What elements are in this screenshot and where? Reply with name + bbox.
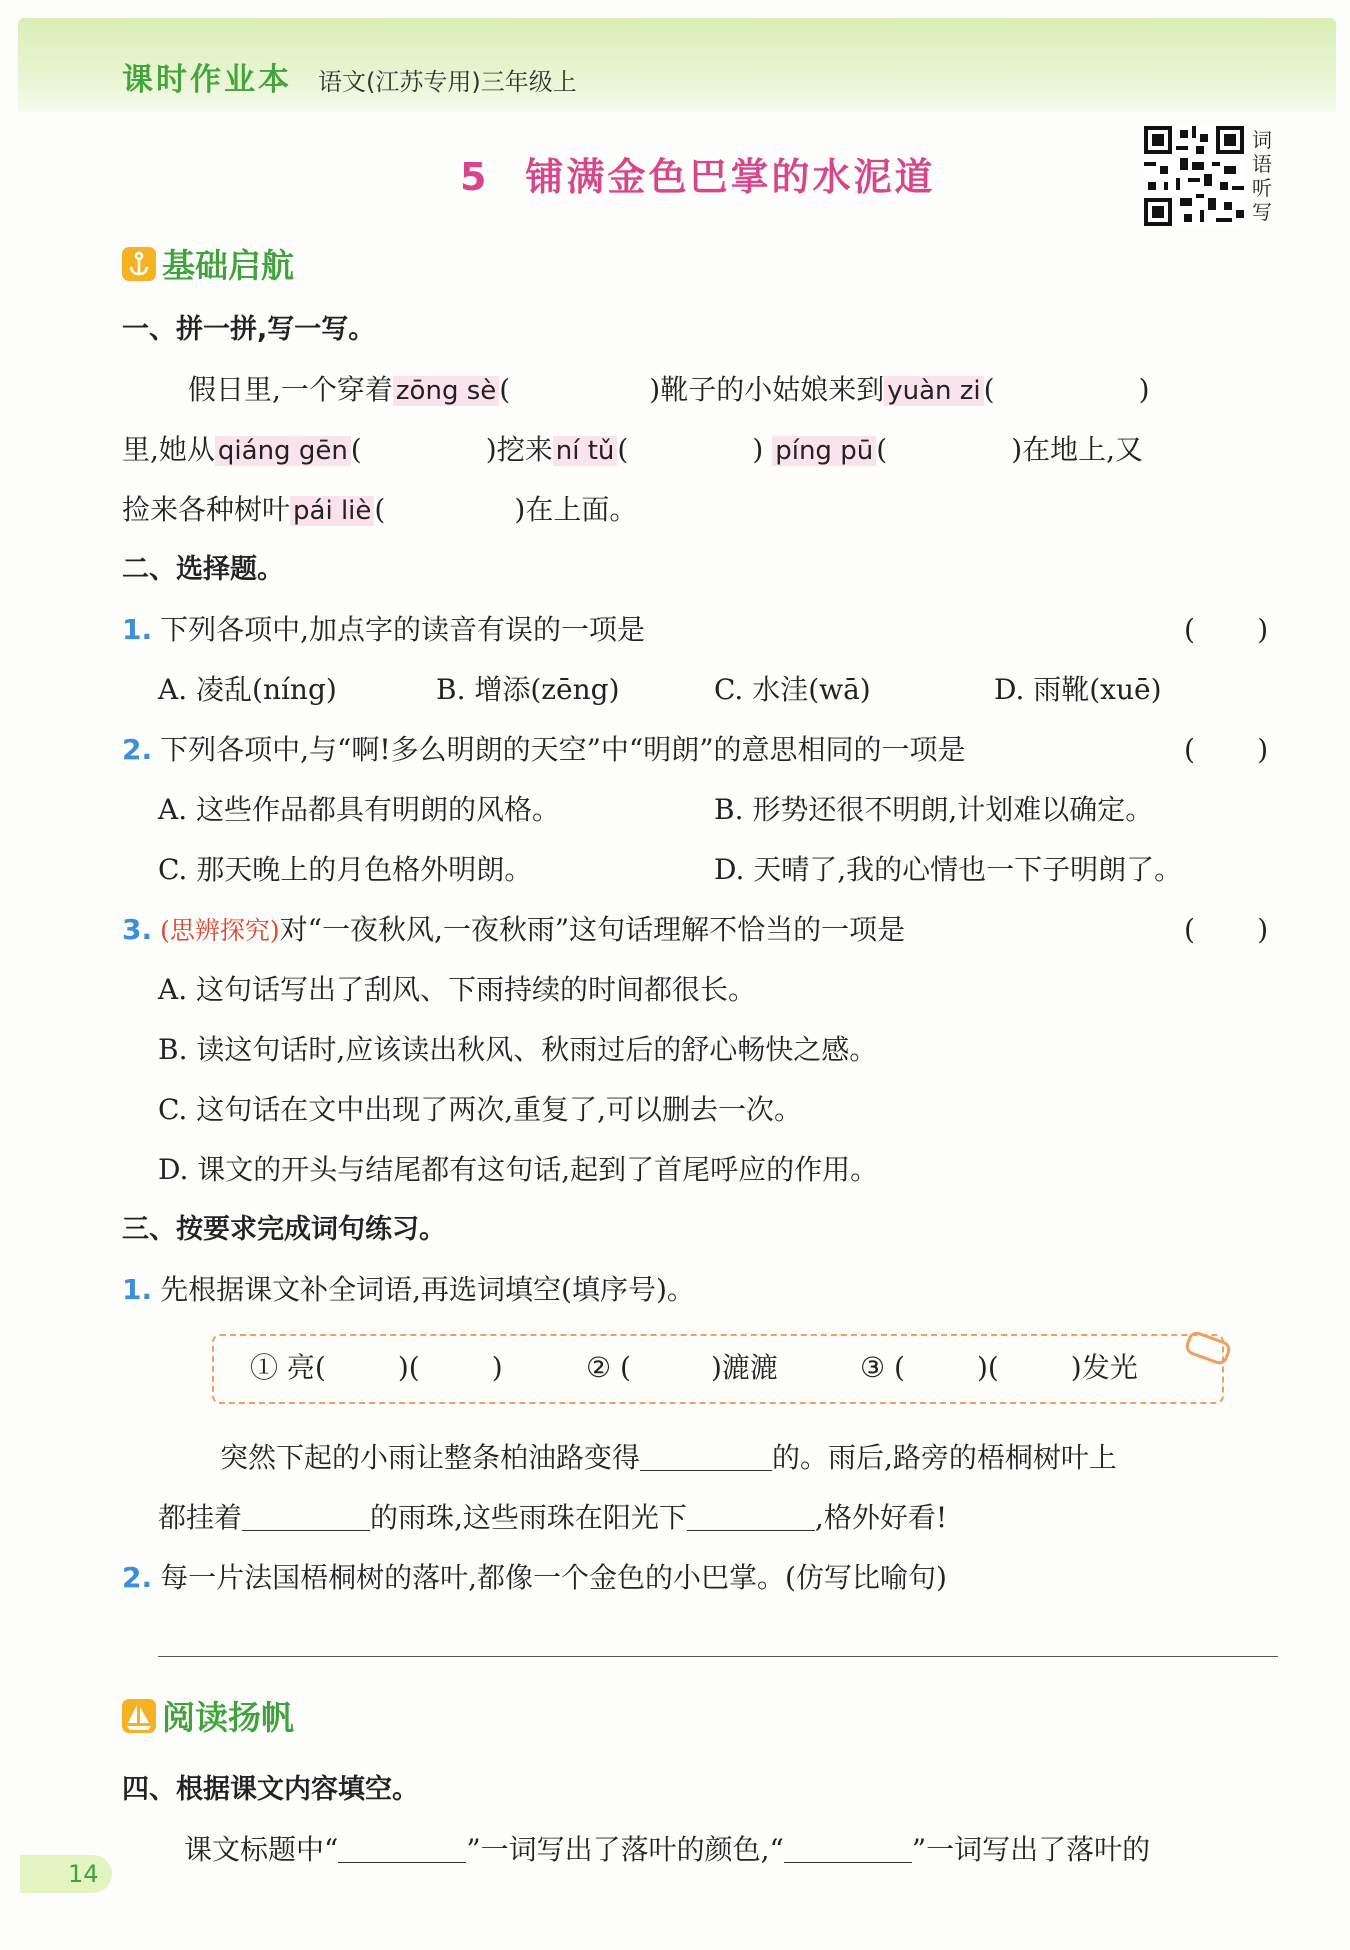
answer-slot-5[interactable]: (	[876, 433, 888, 466]
part4-heading: 四、根据课文内容填空。	[122, 1774, 419, 1805]
q2-option-d[interactable]: D. 天晴了,我的心情也一下子明朗了。	[714, 853, 1183, 886]
part2-heading: 二、选择题。	[122, 554, 284, 585]
text: 捡来各种树叶	[122, 493, 291, 526]
q1-option-a[interactable]: A. 凌乱(níng)	[158, 673, 337, 706]
text: 里,她从	[122, 433, 215, 466]
text: )(	[397, 1351, 420, 1384]
text: ② (	[586, 1351, 631, 1384]
text: 的雨珠,这些雨珠在阳光下	[370, 1501, 687, 1534]
question-number: 2.	[122, 733, 153, 766]
qr-label: 词语听写	[1252, 128, 1272, 224]
section-basics-heading	[122, 240, 294, 287]
p3-q2-stem	[122, 1560, 947, 1596]
subject-label: 语文(江苏专用)三年级上	[318, 68, 577, 96]
question-text: 对“一夜秋风,一夜秋雨”这句话理解不恰当的一项是	[279, 913, 906, 946]
q1-option-d[interactable]: D. 雨靴(xuē)	[994, 673, 1162, 706]
pinyin-5: píng pū	[772, 436, 876, 466]
question-number: 1.	[122, 1273, 153, 1306]
question-text: 先根据课文补全词语,再选词填空(填序号)。	[160, 1273, 695, 1306]
fill-sentence-2	[158, 1500, 947, 1536]
text: 挖来	[496, 433, 553, 466]
question-text: 下列各项中,加点字的读音有误的一项是	[160, 613, 646, 646]
q2-option-c[interactable]: C. 那天晚上的月色格外明朗。	[158, 853, 533, 886]
section-reading-heading	[122, 1692, 294, 1739]
part1-line2: 里,她从 qiáng gēn ( )挖来 ní tǔ ( ) píng pū ( )在地上,又	[122, 433, 1144, 466]
text: 靴子的小姑娘来到	[660, 373, 885, 406]
q1-option-b[interactable]: B. 增添(zēng)	[436, 673, 620, 706]
page-number: 14	[20, 1855, 112, 1893]
text: 在上面。	[525, 493, 638, 526]
qr-code-icon[interactable]	[1144, 126, 1244, 226]
pinyin-3: qiáng gēn	[215, 436, 351, 466]
section-basics-title: 基础启航	[162, 246, 294, 285]
question-number: 1.	[122, 613, 153, 646]
q3-option-b[interactable]: B. 读这句话时,应该读出秋风、秋雨过后的舒心畅快之感。	[158, 1033, 878, 1066]
text: 突然下起的小雨让整条柏油路变得	[220, 1441, 641, 1474]
q2-option-a[interactable]: A. 这些作品都具有明朗的风格。	[158, 793, 561, 826]
fill-sentence-1	[220, 1440, 1117, 1476]
lesson-title	[460, 146, 935, 201]
answer-slot-3[interactable]: (	[350, 433, 362, 466]
q1-answer-paren[interactable]: ( )	[1184, 613, 1269, 646]
blank-2[interactable]	[242, 1500, 370, 1531]
text: ① 亮(	[250, 1351, 326, 1384]
text: 的。雨后,路旁的梧桐树叶上	[772, 1441, 1117, 1474]
pinyin-2: yuàn zi	[884, 376, 983, 406]
text: ”一词写出了落叶的颜色,“	[466, 1833, 784, 1866]
part1-line3: 捡来各种树叶 pái liè ( )在上面。	[122, 493, 638, 526]
anchor-icon	[122, 247, 156, 281]
blank-3[interactable]	[687, 1500, 815, 1531]
q3-stem	[122, 912, 905, 949]
q3-option-a[interactable]: A. 这句话写出了刮风、下雨持续的时间都很长。	[158, 973, 757, 1006]
q1-option-c[interactable]: C. 水洼(wā)	[714, 673, 871, 706]
pinyin-1: zōng sè	[393, 376, 499, 406]
word-1[interactable]	[250, 1350, 503, 1386]
answer-slot-6[interactable]: (	[374, 493, 386, 526]
q3-option-d[interactable]: D. 课文的开头与结尾都有这句话,起到了首尾呼应的作用。	[158, 1153, 879, 1186]
blank-1[interactable]	[640, 1440, 772, 1471]
critical-thinking-tag: (思辨探究)	[160, 916, 280, 945]
word-3[interactable]	[860, 1350, 1138, 1386]
answer-slot-1[interactable]: (	[499, 373, 511, 406]
pinyin-6: pái liè	[290, 496, 374, 526]
word-2[interactable]	[586, 1350, 778, 1386]
question-number: 3.	[122, 913, 153, 946]
text: 假日里,一个穿着	[188, 373, 393, 406]
part1-line1: 假日里,一个穿着 zōng sè ( )靴子的小姑娘来到 yuàn zi ( )	[188, 373, 1150, 406]
pinyin-4: ní tǔ	[553, 436, 618, 466]
text: ③ (	[860, 1351, 905, 1384]
question-text: 每一片法国梧桐树的落叶,都像一个金色的小巴掌。(仿写比喻句)	[160, 1561, 947, 1594]
text: 课文标题中“	[184, 1833, 339, 1866]
sail-icon	[122, 1699, 156, 1733]
part4-line1	[184, 1832, 1150, 1868]
q2-stem	[122, 732, 966, 768]
q2-option-b[interactable]: B. 形势还很不明朗,计划难以确定。	[714, 793, 1154, 826]
q3-answer-paren[interactable]: ( )	[1184, 913, 1269, 946]
text: )	[491, 1351, 503, 1384]
lesson-number: 5	[460, 155, 490, 199]
text: )漉漉	[710, 1351, 778, 1384]
answer-slot-2[interactable]: (	[983, 373, 995, 406]
q2-answer-paren[interactable]: ( )	[1184, 733, 1269, 766]
answer-slot-4[interactable]: (	[617, 433, 629, 466]
blank-color-word[interactable]	[338, 1832, 466, 1863]
text: 在地上,又	[1022, 433, 1144, 466]
q3-option-c[interactable]: C. 这句话在文中出现了两次,重复了,可以删去一次。	[158, 1093, 803, 1126]
part3-heading: 三、按要求完成词句练习。	[122, 1214, 446, 1245]
text: )发光	[1070, 1351, 1138, 1384]
text: )(	[976, 1351, 999, 1384]
q1-stem	[122, 612, 645, 648]
section-reading-title: 阅读扬帆	[162, 1698, 294, 1737]
part1-heading: 一、拼一拼,写一写。	[122, 314, 376, 345]
text: 都挂着	[158, 1501, 243, 1534]
text: ,格外好看!	[814, 1501, 948, 1534]
answer-line[interactable]	[158, 1656, 1278, 1657]
question-number: 2.	[122, 1561, 153, 1594]
text: ”一词写出了落叶的	[911, 1833, 1151, 1866]
brand-title: 课时作业本	[122, 62, 292, 98]
p3-q1-stem	[122, 1272, 695, 1308]
lesson-title-text: 铺满金色巴掌的水泥道	[525, 155, 936, 199]
blank-shape-word[interactable]	[784, 1832, 912, 1863]
question-text: 下列各项中,与“啊!多么明朗的天空”中“明朗”的意思相同的一项是	[160, 733, 966, 766]
